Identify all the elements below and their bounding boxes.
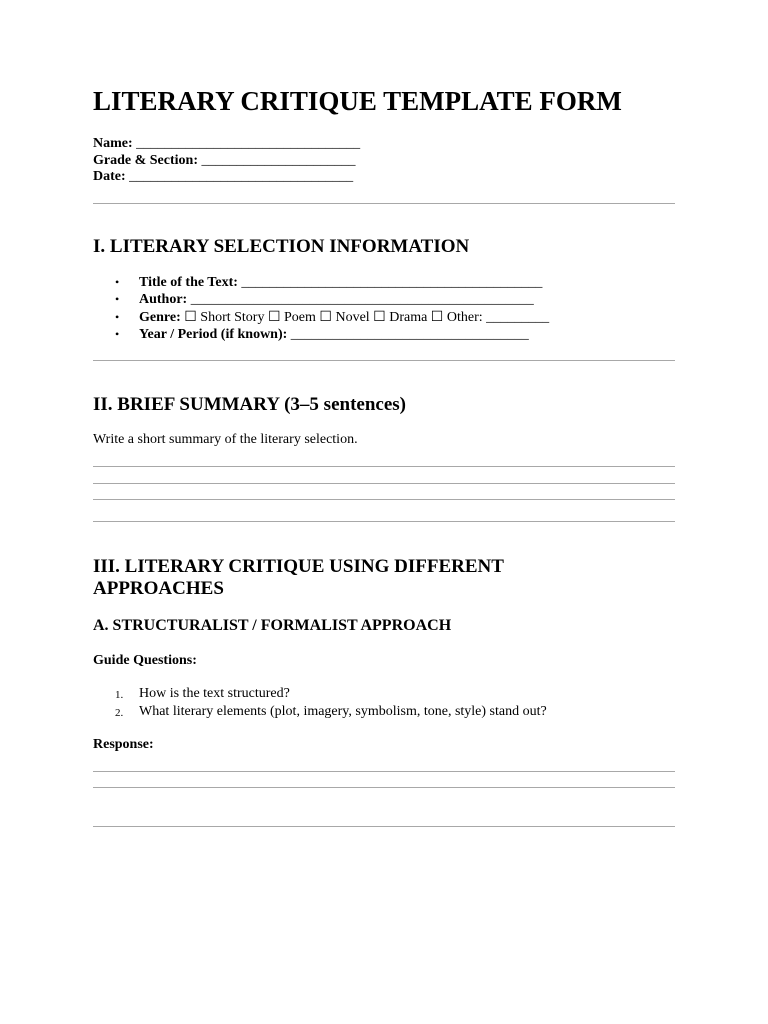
summary-writing-line[interactable]	[93, 466, 675, 467]
genre-label: Genre:	[139, 309, 181, 325]
summary-writing-line[interactable]	[93, 499, 675, 500]
author-label: Author:	[139, 292, 188, 308]
question-text: What literary elements (plot, imagery, symbolism, tone, style) stand out?	[139, 704, 547, 719]
year-period-blank: __________________________________	[287, 326, 529, 342]
bullet-icon: •	[115, 309, 120, 324]
subsection-a-heading: A. STRUCTURALIST / FORMALIST APPROACH	[93, 617, 452, 634]
summary-writing-line[interactable]	[93, 521, 675, 522]
title-of-text-label: Title of the Text:	[139, 275, 238, 290]
list-item[interactable]	[93, 309, 549, 326]
page-title: LITERARY CRITIQUE TEMPLATE FORM	[93, 86, 622, 116]
name-label: Name:	[93, 136, 133, 151]
guide-questions-label: Guide Questions:	[93, 653, 197, 668]
genre-options: ☐ Short Story ☐ Poem ☐ Novel ☐ Drama ☐ Other: _________	[180, 309, 550, 325]
bullet-icon: •	[115, 326, 120, 341]
grade-section-field[interactable]	[93, 153, 360, 170]
list-item[interactable]	[93, 291, 549, 308]
list-item[interactable]	[93, 274, 549, 291]
divider	[93, 360, 675, 361]
response-writing-line[interactable]	[93, 787, 675, 788]
question-number: 1.	[115, 689, 124, 701]
date-field[interactable]	[93, 169, 360, 186]
grade-section-blank: ______________________	[201, 152, 356, 168]
response-writing-line[interactable]	[93, 826, 675, 827]
date-label: Date:	[93, 169, 126, 184]
bullet-icon: •	[115, 275, 120, 289]
question-number: 2.	[115, 707, 124, 719]
summary-instruction: Write a short summary of the literary selection.	[93, 432, 358, 447]
author-blank: _________________________________________________	[187, 292, 534, 308]
selection-info-list	[93, 274, 549, 343]
list-item	[93, 703, 547, 721]
year-period-label: Year / Period (if known):	[139, 326, 288, 342]
response-writing-line[interactable]	[93, 771, 675, 772]
divider	[93, 203, 675, 204]
header-fields	[93, 136, 360, 186]
guide-questions-list	[93, 685, 547, 721]
date-blank: ________________________________	[129, 169, 354, 184]
bullet-icon: •	[115, 292, 120, 307]
section-3-heading-line-1: III. LITERARY CRITIQUE USING DIFFERENT	[93, 556, 504, 577]
question-text: How is the text structured?	[139, 686, 290, 701]
section-1-heading: I. LITERARY SELECTION INFORMATION	[93, 236, 470, 257]
title-of-text-blank: ___________________________________________	[237, 275, 543, 290]
section-2-heading: II. BRIEF SUMMARY (3–5 sentences)	[93, 394, 406, 415]
list-item[interactable]	[93, 326, 549, 343]
grade-section-label: Grade & Section:	[93, 152, 198, 168]
response-label: Response:	[93, 737, 154, 752]
section-3-heading-line-2: APPROACHES	[93, 578, 224, 599]
name-field[interactable]	[93, 136, 360, 153]
summary-writing-line[interactable]	[93, 483, 675, 484]
name-blank: ________________________________	[136, 136, 361, 151]
list-item	[93, 685, 547, 703]
section-3-heading	[93, 556, 504, 600]
